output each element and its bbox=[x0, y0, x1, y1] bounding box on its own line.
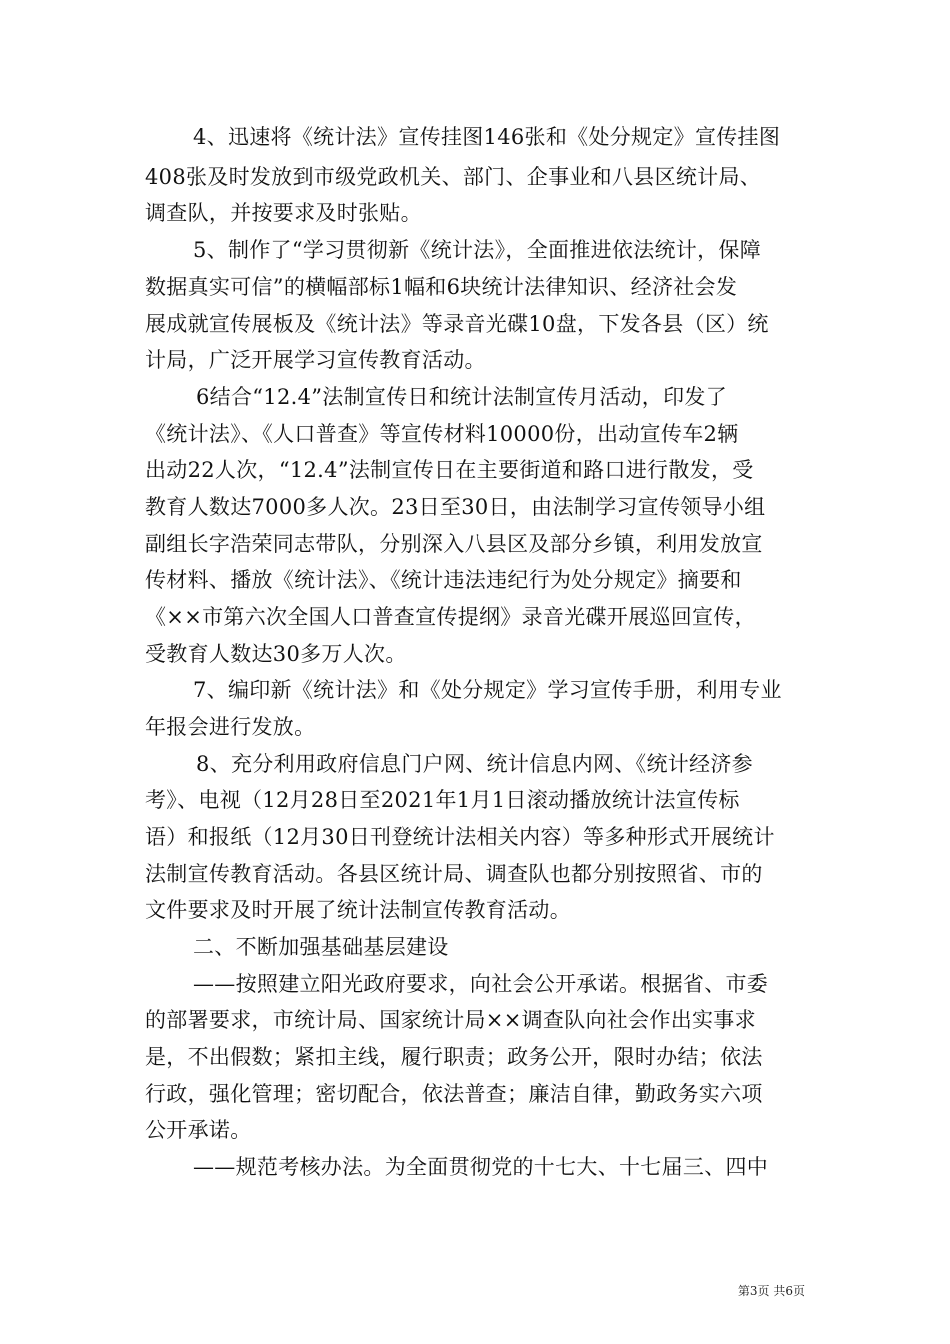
text-line: 5、制作了“学习贯彻新《统计法》，全面推进依法统计，保障 bbox=[193, 238, 761, 262]
text-line: 语）和报纸（12月30日刊登统计法相关内容）等多种形式开展统计 bbox=[145, 825, 775, 849]
section-heading: 二、不断加强基础基层建设 bbox=[193, 935, 449, 959]
text-line: 年报会进行发放。 bbox=[145, 715, 316, 739]
text-line: ——规范考核办法。为全面贯彻党的十七大、十七届三、四中 bbox=[193, 1155, 769, 1179]
text-line: 考》、电视（12月28日至2021年1月1日滚动播放统计法宣传标 bbox=[145, 788, 740, 812]
text-line: 出动22人次，“12.4”法制宣传日在主要街道和路口进行散发，受 bbox=[145, 458, 754, 482]
text-line: 数据真实可信”的横幅部标1幅和6块统计法律知识、经济社会发 bbox=[145, 275, 738, 299]
text-line: 是，不出假数；紧扣主线，履行职责；政务公开，限时办结；依法 bbox=[145, 1045, 763, 1069]
text-line: 6结合“12.4”法制宣传日和统计法制宣传月活动，印发了 bbox=[196, 385, 727, 409]
text-line: 调查队，并按要求及时张贴。 bbox=[145, 201, 422, 225]
text-line: 法制宣传教育活动。各县区统计局、调查队也都分别按照省、市的 bbox=[145, 862, 763, 886]
text-line: 文件要求及时开展了统计法制宣传教育活动。 bbox=[145, 898, 571, 922]
text-line: 7、编印新《统计法》和《处分规定》学习宣传手册，利用专业 bbox=[193, 678, 782, 702]
text-line: 副组长字浩荣同志带队，分别深入八县区及部分乡镇，利用发放宣 bbox=[145, 532, 763, 556]
text-line: 《××市第六次全国人口普查宣传提纲》录音光碟开展巡回宣传， bbox=[145, 605, 756, 629]
text-line: ——按照建立阳光政府要求，向社会公开承诺。根据省、市委 bbox=[193, 972, 769, 996]
text-line: 4、迅速将《统计法》宣传挂图146张和《处分规定》宣传挂图 bbox=[193, 125, 781, 149]
text-line: 教育人数达7000多人次。23日至30日，由法制学习宣传领导小组 bbox=[145, 495, 766, 519]
text-line: 8、充分利用政府信息门户网、统计信息内网、《统计经济参 bbox=[196, 752, 753, 776]
text-line: 408张及时发放到市级党政机关、部门、企事业和八县区统计局、 bbox=[145, 165, 762, 189]
page-number: 第3页 共6页 bbox=[737, 1284, 805, 1298]
text-line: 展成就宣传展板及《统计法》等录音光碟10盘，下发各县（区）统 bbox=[145, 312, 769, 336]
text-line: 传材料、播放《统计法》、《统计违法违纪行为处分规定》摘要和 bbox=[145, 568, 742, 592]
text-line: 公开承诺。 bbox=[145, 1118, 252, 1142]
text-line: 《统计法》、《人口普查》等宣传材料10000份，出动宣传车2辆 bbox=[145, 422, 739, 446]
text-line: 的部署要求，市统计局、国家统计局××调查队向社会作出实事求 bbox=[145, 1008, 756, 1032]
text-line: 受教育人数达30多万人次。 bbox=[145, 642, 407, 666]
text-line: 行政，强化管理；密切配合，依法普查；廉洁自律，勤政务实六项 bbox=[145, 1082, 763, 1106]
text-line: 计局，广泛开展学习宣传教育活动。 bbox=[145, 348, 486, 372]
